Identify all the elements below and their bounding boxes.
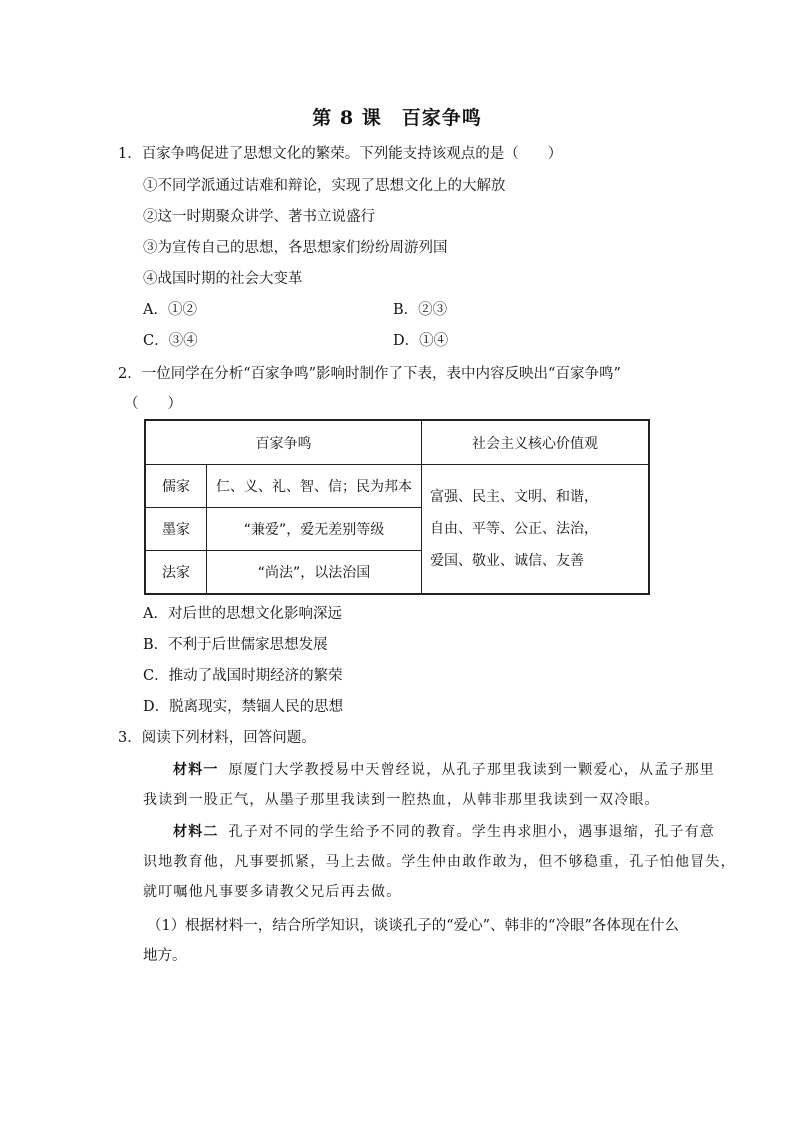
- q2-option-b: B．不利于后世儒家思想发展: [143, 637, 328, 653]
- table-row: [145, 465, 649, 508]
- core-values-line: 富强、民主、文明、和谐，: [430, 489, 598, 505]
- material-2-line-2: 识地教育他，凡事要抓紧，马上去做。学生仲由敢作敢为，但不够稳重，孔子怕他冒失，: [143, 854, 736, 870]
- school-content: “尚法”，以法治国: [207, 551, 422, 595]
- q1-option-a: A．①②: [143, 302, 197, 318]
- school-name: 法家: [145, 551, 207, 595]
- q2-option-a: A．对后世的思想文化影响深远: [143, 606, 342, 622]
- q1-stem: 1．百家争鸣促进了思想文化的繁荣。下列能支持该观点的是（ ）: [118, 146, 563, 162]
- school-name: 墨家: [145, 508, 207, 551]
- q3-stem: 3．阅读下列材料，回答问题。: [118, 730, 316, 746]
- core-values-line: 自由、平等、公正、法治，: [430, 521, 598, 537]
- material-2-label: 材料二: [173, 824, 219, 840]
- material-1-line-1: [173, 760, 715, 780]
- q2-option-c: C．推动了战国时期经济的繁荣: [143, 668, 343, 684]
- lesson-title: 第 8 课 百家争鸣: [312, 107, 482, 129]
- school-content: “兼爱”，爱无差别等级: [207, 508, 422, 551]
- q3-sub1-line-1: （1）根据材料一，结合所学知识，谈谈孔子的“爱心”、韩非的“冷眼”各体现在什么: [147, 918, 679, 934]
- material-1-line-2: 我读到一股正气，从墨子那里我读到一腔热血，从韩非那里我读到一双冷眼。: [143, 792, 660, 808]
- q1-option-b: B．②③: [393, 302, 448, 318]
- q2-stem-bracket: （ ）: [124, 396, 182, 412]
- q1-option-d: D．①④: [393, 333, 449, 349]
- q1-item-4: ④战国时期的社会大变革: [143, 271, 303, 287]
- school-content: 仁、义、礼、智、信；民为邦本: [207, 465, 422, 508]
- comparison-table: [144, 419, 650, 595]
- q1-item-2: ②这一时期聚众讲学、著书立说盛行: [143, 209, 375, 225]
- material-1-label: 材料一: [173, 762, 219, 778]
- q1-option-c: C．③④: [143, 333, 198, 349]
- q2-option-d: D．脱离现实，禁锢人民的思想: [143, 699, 344, 715]
- core-values-line: 爱国、敬业、诚信、友善: [430, 553, 584, 569]
- material-2-text: 孔子对不同的学生给予不同的教育。学生冉求胆小，遇事退缩，孔子有意: [228, 824, 716, 840]
- material-1-text: 原厦门大学教授易中天曾经说，从孔子那里我读到一颗爱心，从孟子那里: [228, 762, 716, 778]
- q1-item-3: ③为宣传自己的思想，各思想家们纷纷周游列国: [143, 240, 448, 256]
- q3-sub1-line-2: 地方。: [143, 948, 187, 964]
- table-header-right: 社会主义核心价值观: [422, 420, 650, 465]
- material-2-line-3: 就叮嘱他凡事要多请教父兄后再去做。: [143, 884, 402, 900]
- q2-stem: 2．一位同学在分析“百家争鸣”影响时制作了下表，表中内容反映出“百家争鸣”: [118, 366, 621, 382]
- material-2-line-1: [173, 822, 715, 842]
- q1-item-1: ①不同学派通过诘难和辩论，实现了思想文化上的大解放: [143, 178, 506, 194]
- core-values-cell: [422, 465, 650, 595]
- table-header-left: 百家争鸣: [145, 420, 422, 465]
- school-name: 儒家: [145, 465, 207, 508]
